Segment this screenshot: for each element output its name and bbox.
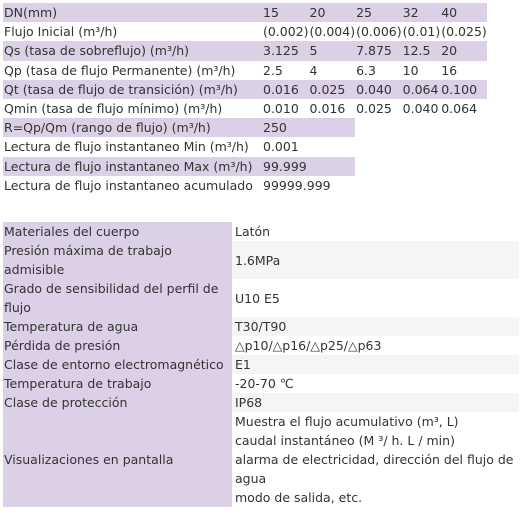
flow-table-row [3, 176, 487, 195]
flow-value-cell: 5 [309, 41, 356, 60]
spec-table-row [3, 279, 519, 317]
flow-row-label: Qp (tasa de flujo Permanente) (m³/h) [4, 62, 236, 78]
spec-value-line: alarma de electricidad, dirección del flujo de agua [235, 452, 514, 486]
flow-value-cell: 250 [262, 118, 355, 137]
flow-value-cell: 0.025 [356, 101, 392, 117]
spec-value-line: △p10/△p16/△p25/△p63 [235, 338, 382, 353]
spec-label: Presión máxima de trabajo admisible [3, 241, 232, 279]
flow-value-cell: 0.010 [263, 101, 299, 117]
flow-value-cell: (0.002) [263, 24, 309, 40]
empty-cell [355, 157, 487, 176]
flow-value-cell: 4 [309, 62, 318, 78]
flow-value-cell: (0.025) [441, 24, 487, 40]
flow-row-label: Flujo Inicial (m³/h) [4, 24, 118, 40]
flow-value-cell: 7.875 [355, 41, 402, 60]
flow-value-cell: 0.016 [262, 80, 309, 99]
spec-table-row [3, 374, 519, 393]
spec-table-row [3, 393, 519, 412]
spec-label: Temperatura de agua [3, 317, 232, 336]
flow-value-cell: 0.100 [440, 80, 487, 99]
spec-table-row [3, 336, 519, 355]
spec-table-row [3, 355, 519, 374]
flow-value-cell: 3.125 [262, 41, 309, 60]
spec-value-line: IP68 [235, 395, 263, 410]
spec-value-line: E1 [235, 357, 251, 372]
flow-value-cell: 0.040 [402, 101, 439, 117]
spec-value [232, 336, 519, 355]
flow-value-cell: 20 [309, 3, 356, 22]
spec-value-line: Latón [235, 224, 271, 239]
spec-value-line: Muestra el flujo acumulativo (m³, L) [235, 414, 459, 429]
spec-value-line: 1.6MPa [235, 252, 281, 268]
spec-label: Clase de entorno electromagnético [3, 355, 232, 374]
flow-value-cell: 20 [440, 41, 487, 60]
spec-value [232, 355, 519, 374]
spec-table-row [3, 412, 519, 507]
flow-value-cell: 12.5 [402, 41, 441, 60]
flow-value-cell: 15 [262, 3, 309, 22]
spec-value-line: -20-70 ℃ [235, 376, 294, 391]
spec-label: Temperatura de trabajo [3, 374, 232, 393]
flow-value-cell: 0.040 [355, 80, 402, 99]
flow-table-row [3, 137, 487, 156]
flow-row-label: Lectura de flujo instantaneo acumulado [4, 177, 253, 193]
flow-value-cell: 99999.999 [263, 177, 331, 193]
spec-value-line: caudal instantáneo (M ³/ h. L / min) [235, 433, 455, 448]
spec-value [232, 412, 519, 507]
flow-value-cell: (0.004) [309, 24, 356, 40]
spec-value [232, 393, 519, 412]
flow-value-cell: 40 [440, 3, 487, 22]
flow-value-cell: 10 [402, 62, 419, 78]
empty-cell [355, 118, 487, 137]
spec-label: Visualizaciones en pantalla [3, 412, 232, 507]
spec-label: Materiales del cuerpo [3, 222, 232, 241]
spec-value-line: U10 E5 [235, 290, 280, 306]
flow-row-label: Lectura de flujo instantaneo Max (m³/h) [3, 157, 262, 176]
flow-value-cell: 0.025 [309, 80, 356, 99]
flow-value-cell: 0.001 [263, 139, 299, 155]
flow-table-row [3, 22, 487, 41]
empty-cell [355, 176, 487, 195]
flow-row-label: Lectura de flujo instantaneo Min (m³/h) [4, 139, 249, 155]
flow-row-label: Qt (tasa de flujo de transición) (m³/h) [3, 80, 262, 99]
flow-table-row [3, 157, 487, 176]
empty-cell [355, 137, 487, 156]
flow-value-cell: 32 [402, 3, 441, 22]
flow-value-cell: 16 [441, 62, 458, 78]
flow-value-cell: 99.999 [262, 157, 355, 176]
spec-value-line: modo de salida, etc. [235, 490, 363, 505]
flow-table-row [3, 99, 487, 118]
flow-value-cell: 0.064 [402, 80, 441, 99]
specifications-table [3, 222, 519, 507]
spec-value [232, 279, 519, 317]
spec-table-row [3, 317, 519, 336]
spec-label: Clase de protección [3, 393, 232, 412]
flow-row-label: Qmin (tasa de flujo mínimo) (m³/h) [4, 101, 223, 117]
spec-value [232, 317, 519, 336]
flow-value-cell: 6.3 [356, 62, 376, 78]
spec-table-row [3, 241, 519, 279]
flow-rate-table [3, 3, 487, 195]
flow-table-row [3, 61, 487, 80]
flow-value-cell: (0.006) [356, 24, 402, 40]
flow-table-row [3, 3, 487, 22]
spec-value [232, 374, 519, 393]
flow-value-cell: 2.5 [263, 62, 283, 78]
spec-label: Grado de sensibilidad del perfil de flujo [3, 279, 232, 317]
flow-row-label: DN(mm) [3, 3, 262, 22]
spec-value-line: T30/T90 [235, 319, 287, 334]
flow-table-row [3, 80, 487, 99]
spec-label: Pérdida de presión [3, 336, 232, 355]
flow-value-cell: 25 [355, 3, 402, 22]
flow-value-cell: 0.016 [309, 101, 346, 117]
flow-table-row [3, 41, 487, 60]
flow-row-label: Qs (tasa de sobreflujo) (m³/h) [3, 41, 262, 60]
spec-table-row [3, 222, 519, 241]
flow-row-label: R=Qp/Qm (rango de flujo) (m³/h) [3, 118, 262, 137]
flow-table-row [3, 118, 487, 137]
spec-value [232, 222, 519, 241]
spec-value [232, 241, 519, 279]
flow-value-cell: (0.01) [402, 24, 441, 40]
flow-value-cell: 0.064 [441, 101, 478, 117]
